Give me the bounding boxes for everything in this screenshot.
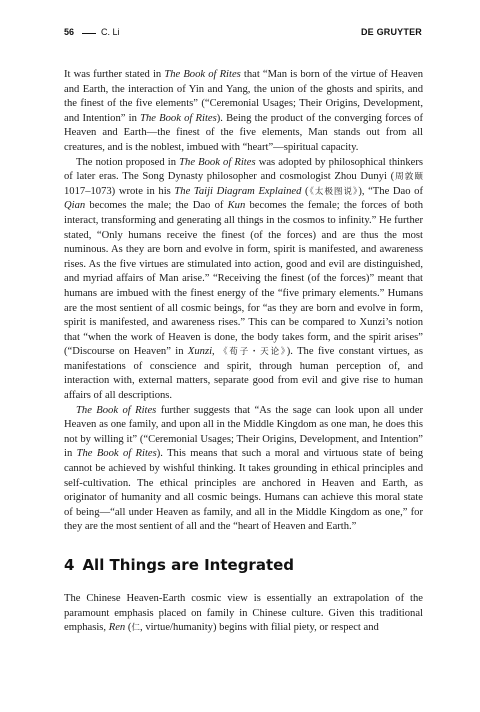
chinese-text: 《荀子・天论》 <box>219 347 287 358</box>
running-head <box>64 27 422 41</box>
publisher-name: DE GRUYTER <box>360 27 422 37</box>
italic-text: Xunzi <box>187 346 213 358</box>
text-run: ). Being the product of the converging forces of Heaven and Earth—the finest of the five elements, Man stands out from all creatures, and is the noblest, imbued with “heart”—spiritual capacity. <box>64 112 423 153</box>
text-run: 1017–1073) wrote in his <box>64 185 175 197</box>
paragraph <box>64 592 423 636</box>
italic-text: Ren <box>108 622 126 634</box>
text-run: ( <box>125 622 132 634</box>
body-text <box>64 68 423 535</box>
italic-text: The Book of Rites <box>179 156 256 168</box>
text-run: ( <box>301 185 309 197</box>
italic-text: The Book of Rites <box>140 112 217 124</box>
italic-text: The Book of Rites <box>76 448 157 460</box>
text-run: It was further stated in <box>64 69 165 80</box>
text-run: becomes the female; the forces of both interact, transforming and generating all things in the cosmos to infinity.” He further stated, “Only humans receive the finest (of the forces) and are thus the most numinous. As they are born and evolve in form, spirit is manifested, and awareness rises. As the five virtues are stimulated into action, good and evil are distinguished, and myriad affairs of Man arise.” “Receiving the finest (of the forces)” meant that humans are imbued with the finest energy of the “five primary elements.” Humans are the most sentient of all cosmic beings, for “as they are born and evolve in form, spirit is manifested, and awareness rises.” This can be compared to Xunzi’s notion that “when the work of Heaven is done, the body takes form, and the spirit arises” (“Discourse on Heaven” in <box>64 200 423 358</box>
paragraph <box>64 68 423 156</box>
text-run: that “Man is born of the virtue of Heaven and Earth, the interaction of Yin and Yang, the union of the ghosts and spirits, and the finest of the five elements” (“Ceremonial Usages; Their Origins, Development, and Intention” in <box>64 69 424 124</box>
chinese-text: 《太极图说》 <box>308 186 359 197</box>
text-run: ). This means that such a moral and virtuous state of being cannot be achieved by wishful thinking. It takes grounding in ethical principles and self-cultivation. The ethical principles are anchored in Heaven and Earth, as originator of humanity and all cosmic beings. Humans can achieve this moral state of being—“all under Heaven as family, and all in the Middle Kingdom as one,” for they are the most sentient of all and the “heart of Heaven and Earth.” <box>64 448 423 533</box>
text-run: , virtue/humanity) begins with filial piety, or respect and <box>140 622 379 634</box>
text-run: , <box>212 346 220 358</box>
paragraph <box>64 156 423 404</box>
author-name: C. Li <box>101 27 120 37</box>
section-heading <box>64 556 423 574</box>
text-run: ). The five constant virtues, as manifestations of conscience and spirit, through human perception of, and interaction with, external matters, separate good from evil and give rise to human affairs of all descriptions. <box>64 346 424 402</box>
text-run: ), “The Dao of <box>358 185 423 197</box>
section-title: All Things are Integrated <box>82 556 295 574</box>
italic-text: The Book of Rites <box>76 404 157 416</box>
italic-text: Kun <box>227 200 246 212</box>
running-head-dash <box>82 33 96 34</box>
chinese-text: 仁 <box>131 623 141 634</box>
section-body-text <box>64 592 423 636</box>
section-number: 4 <box>64 556 75 574</box>
chinese-text: 周敦颐 <box>394 172 423 183</box>
italic-text: The Taiji Diagram Explained <box>174 185 302 197</box>
italic-text: The Book of Rites <box>164 69 241 80</box>
text-run: further suggests that “As the sage can look upon all under Heaven as one family, and upon all in the Middle Kingdom as one man, he does this not by willing it” (“Ceremonial Usages; Their Origins, Development, and Intention” in <box>64 404 424 460</box>
italic-text: Qian <box>64 200 86 212</box>
text-run: The notion proposed in <box>76 156 180 168</box>
text-run: was adopted by philosophical thinkers of later eras. The Song Dynasty philosopher and cosmologist Zhou Dunyi ( <box>64 156 424 183</box>
page-number: 56 <box>64 27 75 37</box>
paragraph <box>64 404 423 535</box>
text-run: The Chinese Heaven-Earth cosmic view is essentially an extrapolation of the paramount emphasis placed on family in Chinese culture. Given this traditional emphasis, <box>64 593 423 634</box>
text-run: becomes the male; the Dao of <box>85 200 228 212</box>
